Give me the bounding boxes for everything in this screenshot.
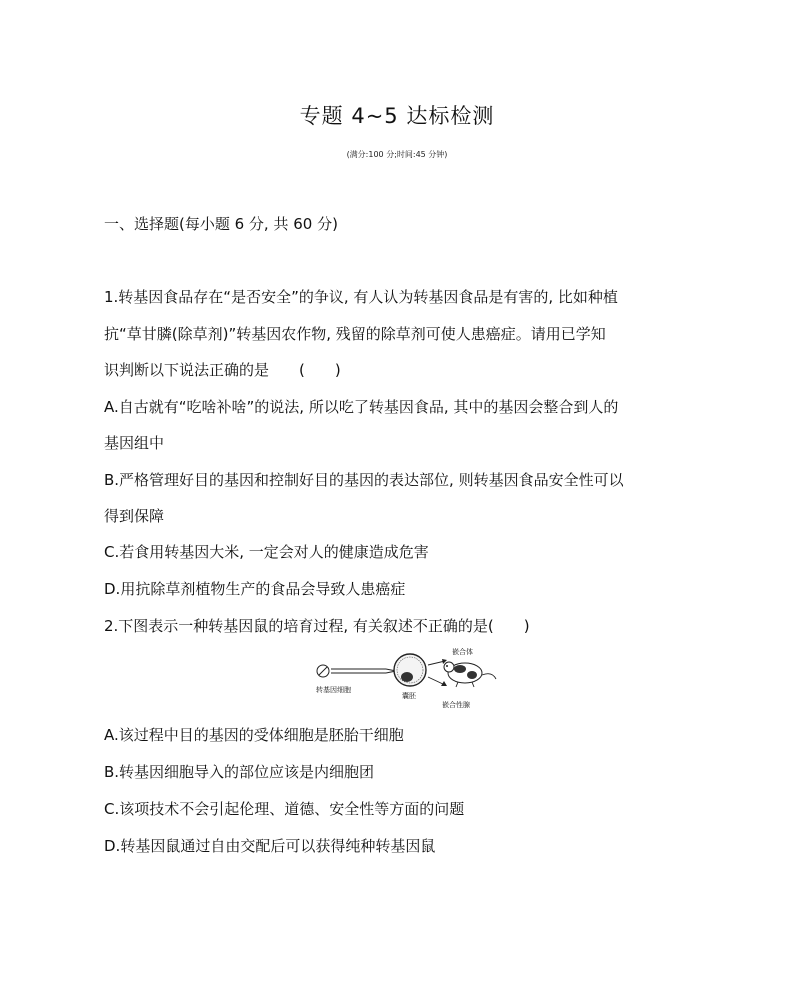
section-heading: 一、选择题(每小题 6 分, 共 60 分) (104, 215, 338, 233)
inner-cell-mass-shape (401, 672, 413, 682)
question-1-line-3: 识判断以下说法正确的是 ( ) (104, 361, 341, 379)
exam-info: (满分:100 分;时间:45 分钟) (346, 150, 448, 159)
question-1-option-b: B.严格管理好目的基因和控制好目的基因的表达部位, 则转基因食品安全性可以 (104, 471, 624, 489)
question-1-option-a-cont: 基因组中 (104, 434, 165, 452)
transgenic-mouse-diagram (310, 645, 500, 713)
question-1-line-1: 1.转基因食品存在“是否安全”的争议, 有人认为转基因食品是有害的, 比如种植 (104, 288, 618, 306)
question-1-option-d: D.用抗除草剂植物生产的食品会导致人患癌症 (104, 580, 406, 598)
question-2-option-c: C.该项技术不会引起伦理、道德、安全性等方面的问题 (104, 800, 465, 818)
question-1-option-b-cont: 得到保障 (104, 507, 165, 525)
question-1-option-a: A.自古就有“吃啥补啥”的说法, 所以吃了转基因食品, 其中的基因会整合到人的 (104, 398, 619, 416)
question-2-option-b: B.转基因细胞导入的部位应该是内细胞团 (104, 763, 375, 781)
question-2-option-a: A.该过程中目的基因的受体细胞是胚胎干细胞 (104, 726, 404, 744)
label-blastocyst: 囊胚 (402, 692, 416, 700)
question-1-option-c: C.若食用转基因大米, 一定会对人的健康造成危害 (104, 543, 429, 561)
chimera-mouse-shape (444, 662, 496, 687)
label-chimera: 嵌合体 (452, 648, 473, 656)
label-chimeric-gonad: 嵌合性腺 (442, 701, 470, 709)
question-2-option-d: D.转基因鼠通过自由交配后可以获得纯种转基因鼠 (104, 837, 436, 855)
label-transgenic-cell: 转基因细胞 (316, 686, 351, 694)
question-1-line-2: 抗“草甘膦(除草剂)”转基因农作物, 残留的除草剂可使人患癌症。请用已学知 (104, 325, 606, 343)
question-2-line-1: 2.下图表示一种转基因鼠的培育过程, 有关叙述不正确的是( ) (104, 617, 530, 635)
arrow-to-chimera (428, 661, 445, 665)
page-title: 专题 4~5 达标检测 (299, 104, 495, 128)
